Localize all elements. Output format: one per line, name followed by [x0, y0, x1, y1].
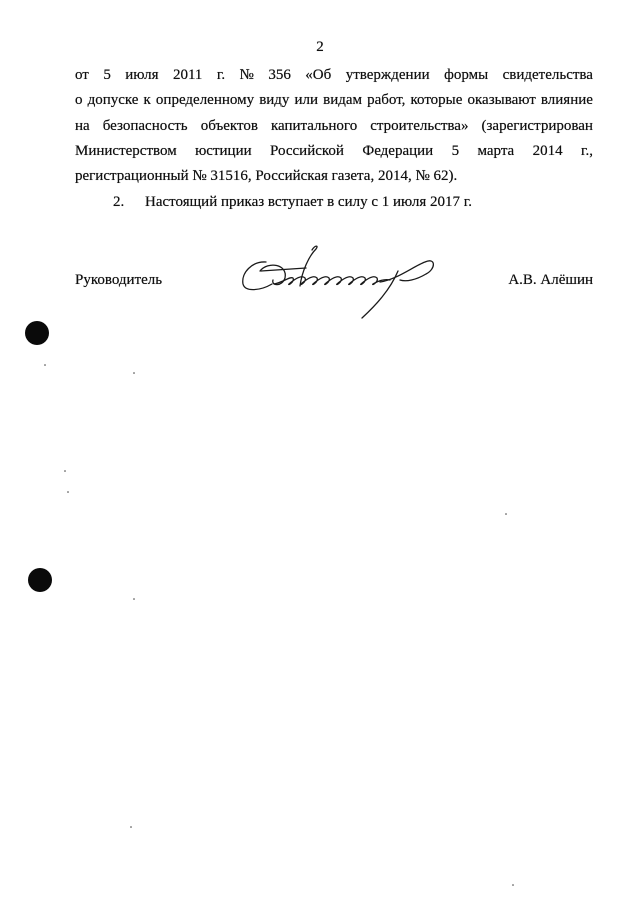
word: о	[75, 92, 83, 109]
word: Федерации	[362, 142, 434, 159]
word: влияние	[540, 92, 593, 109]
list-item-2	[0, 190, 640, 215]
word: допуске	[87, 92, 139, 109]
word: видам	[323, 92, 363, 109]
paragraph-line	[75, 63, 593, 88]
word: г.,	[581, 142, 593, 159]
word: юстиции	[195, 142, 252, 159]
handwritten-signature	[230, 240, 440, 325]
punch-hole	[25, 321, 49, 345]
word: капитального	[270, 117, 358, 134]
word: г.	[216, 67, 226, 83]
list-item-number: 2.	[113, 193, 125, 210]
word: 2011	[172, 67, 203, 83]
paragraph-line	[75, 139, 593, 164]
page-number: 2	[316, 39, 324, 55]
word: или	[294, 92, 319, 109]
word: (зарегистрирован	[481, 117, 593, 134]
word: строительства»	[370, 117, 469, 134]
signatory-name: А.В. Алёшин	[508, 272, 593, 288]
word: Российской	[270, 142, 344, 159]
word: от	[75, 67, 89, 83]
word: «Об	[305, 67, 332, 83]
word: виду	[259, 92, 290, 109]
word: на	[75, 117, 90, 134]
scan-speck	[67, 491, 69, 493]
word: 5	[451, 142, 460, 159]
scan-speck	[44, 364, 46, 366]
word: утверждении	[345, 67, 430, 83]
word: марта	[477, 142, 515, 159]
word: оказывают	[467, 92, 536, 109]
word: 2014	[532, 142, 563, 159]
word: свидетельства	[502, 67, 593, 83]
scan-speck	[133, 372, 135, 374]
scan-speck	[505, 513, 507, 515]
punch-hole	[28, 568, 52, 592]
scan-speck	[130, 826, 132, 828]
word: работ,	[367, 92, 406, 109]
scan-speck	[133, 598, 135, 600]
word: №	[239, 67, 254, 83]
scan-speck	[64, 470, 66, 472]
word: объектов	[200, 117, 258, 134]
word: 356	[268, 67, 291, 83]
word: безопасность	[102, 117, 188, 134]
paragraph-line	[75, 88, 593, 113]
word: к	[143, 92, 151, 109]
scan-speck	[512, 884, 514, 886]
word: которые	[410, 92, 463, 109]
paragraph-continuation	[75, 63, 593, 189]
word: Министерством	[75, 142, 177, 159]
word: июля	[125, 67, 159, 83]
signatory-position: Руководитель	[75, 272, 163, 288]
paragraph-last-line: регистрационный № 31516, Российская газета, 2014, № 62).	[75, 168, 458, 185]
word: определенному	[155, 92, 255, 109]
paragraph-line	[75, 114, 593, 139]
word: 5	[103, 67, 111, 83]
list-item-text: Настоящий приказ вступает в силу с 1 июля 2017 г.	[145, 193, 472, 210]
word: формы	[444, 67, 489, 83]
